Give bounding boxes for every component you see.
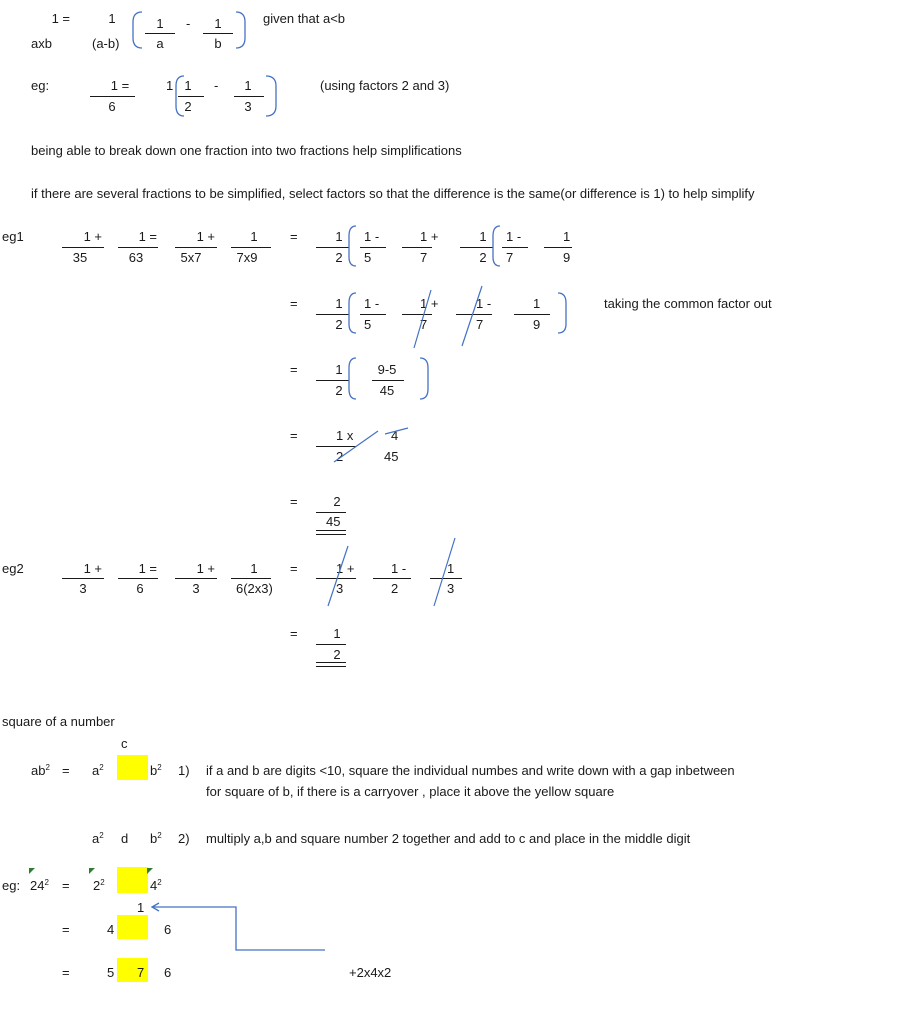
example-lhs-numerator: 1 = (110, 78, 130, 93)
eg2-r1-frac-a-numerator: 1 + (336, 561, 355, 576)
answer-right-digit: 6 (164, 965, 172, 980)
row-2-right-digit: 6 (164, 922, 172, 937)
equals-sign: = (290, 428, 298, 443)
cancel-stroke (385, 428, 408, 434)
eg1-r1-half-denominator: 2 (335, 250, 343, 265)
step-1-number: 1) (178, 763, 190, 778)
eg1-r2-frac-b-numerator: 1 - (364, 296, 380, 311)
example-frac2-numerator: 1 (244, 78, 252, 93)
eg1-answer-numerator: 2 (333, 494, 341, 509)
eg1-r4-cancelled-numerator: 4 (391, 428, 399, 443)
bracket-left (493, 226, 500, 266)
eg1-term3-denominator: 5x7 (180, 250, 202, 265)
bracket-left (349, 293, 356, 333)
eg2-term2-numerator: 1 = (138, 561, 157, 576)
carry-digit: 1 (137, 900, 145, 915)
example-frac1-numerator: 1 (184, 78, 192, 93)
eg1-r4-half-numerator: 1 x (336, 428, 354, 443)
eg1-term2-denominator: 63 (128, 250, 144, 265)
example-note: (using factors 2 and 3) (320, 78, 450, 93)
eg1-r1-frac-b-numerator: 1 - (364, 229, 380, 244)
step2-a-squared: $a^2$ (92, 831, 104, 846)
example-minus: - (214, 78, 219, 93)
middle-digit-d: d (121, 831, 129, 846)
eg1-r3-diff-numerator: 9-5 (377, 362, 397, 377)
carry-arrow-path (153, 907, 325, 950)
rule-minus: - (186, 16, 191, 31)
eg2-label: eg2 (2, 561, 24, 576)
cancel-stroke (328, 546, 348, 606)
cancel-stroke (434, 538, 455, 606)
equals-sign: = (62, 763, 70, 778)
eg1-r2-half-numerator: 1 (335, 296, 343, 311)
eg2-r1-frac-c-numerator: 1 (447, 561, 455, 576)
eg1-term1-denominator: 35 (72, 250, 88, 265)
rule-note: given that a<b (263, 11, 346, 26)
rule-frac1-denominator: a (156, 36, 164, 51)
eg1-r1-frac-c-numerator: 1 + (420, 229, 439, 244)
eg2-term3-numerator: 1 + (196, 561, 215, 576)
cancel-stroke (462, 286, 482, 346)
eg1-label: eg1 (2, 229, 24, 244)
answer-middle-digit: 7 (137, 965, 145, 980)
eg2-r1-frac-b-denominator: 2 (391, 581, 399, 596)
example-frac2-denominator: 3 (244, 99, 252, 114)
equals-sign: = (290, 296, 298, 311)
carry-label-c: c (121, 736, 128, 751)
bracket-left (133, 12, 142, 48)
eg1-term4-denominator: 7x9 (236, 250, 258, 265)
eg1-r1-frac-c-denominator: 7 (420, 250, 428, 265)
explanation-paragraph: being able to break down one fraction into two fractions help simplifications (31, 143, 462, 158)
rule-lhs-numerator: 1 = (51, 11, 70, 26)
eg2-term2-denominator: 6 (136, 581, 144, 596)
step-2-text: multiply a,b and square number 2 together and add to c and place in the middle digit (206, 831, 691, 846)
rule-frac2-numerator: 1 (214, 16, 222, 31)
eg1-r1-half2-denominator: 2 (479, 250, 487, 265)
bracket-left (349, 226, 356, 266)
worked-example-a-squared: $2^2$ (93, 878, 105, 893)
eg1-r1-frac-e-numerator: 1 - (506, 229, 522, 244)
eg1-r2-frac-e-numerator: 1 - (476, 296, 492, 311)
worked-example-label: eg: (2, 878, 21, 893)
bracket-left (176, 76, 184, 116)
cancel-stroke (414, 290, 431, 348)
eg1-term2-numerator: 1 = (138, 229, 157, 244)
rule-frac2-denominator: b (214, 36, 222, 51)
step-2-number: 2) (178, 831, 190, 846)
eg2-r1-frac-a-denominator: 3 (336, 581, 344, 596)
eg2-term1-numerator: 1 + (83, 561, 102, 576)
example-coef: 1 (166, 78, 174, 93)
eg1-answer-denominator: 45 (326, 514, 341, 529)
eg1-r1-half-numerator: 1 (335, 229, 343, 244)
worked-example-b-squared: $4^2$ (150, 878, 162, 893)
eg1-term1-numerator: 1 + (83, 229, 102, 244)
equals-sign: = (290, 494, 298, 509)
equals-sign: = (290, 561, 298, 576)
calculation-annotation: +2x4x2 (349, 965, 392, 980)
eg1-r2-frac-b-denominator: 5 (364, 317, 372, 332)
eg1-r1-frac-e-denominator: 7 (506, 250, 514, 265)
eg2-answer-denominator: 2 (333, 647, 341, 662)
eg1-r1-frac-b-denominator: 5 (364, 250, 372, 265)
eg1-r3-half-denominator: 2 (335, 383, 343, 398)
row-2-left-digit: 4 (107, 922, 115, 937)
equals-sign: = (290, 362, 298, 377)
equals-sign: = (62, 922, 70, 937)
eg2-term4-denominator: 6(2x3) (236, 581, 273, 596)
eg1-r2-frac-e-denominator: 7 (476, 317, 484, 332)
step-1-text: if a and b are digits <10, square the individual numbes and write down with a gap inbetween (206, 763, 735, 778)
bracket-right (266, 76, 276, 116)
example-label: eg: (31, 78, 50, 93)
equals-sign: = (62, 965, 70, 980)
eg1-r1-frac-f-denominator: 9 (563, 250, 571, 265)
eg2-r1-frac-b-numerator: 1 - (391, 561, 407, 576)
eg1-term3-numerator: 1 + (196, 229, 215, 244)
answer-left-digit: 5 (107, 965, 115, 980)
eg1-r2-frac-f-denominator: 9 (533, 317, 541, 332)
eg1-term4-numerator: 1 (250, 229, 258, 244)
equals-sign: = (62, 878, 70, 893)
step2-b-squared: $b^2$ (150, 831, 162, 846)
eg1-r1-frac-f-numerator: 1 (563, 229, 571, 244)
eg2-answer-numerator: 1 (333, 626, 341, 641)
eg1-r2-frac-f-numerator: 1 (533, 296, 541, 311)
bracket-right (420, 358, 428, 399)
general-a-squared: $a^2$ (92, 763, 104, 778)
rule-frac1-numerator: 1 (156, 16, 164, 31)
equals-sign: = (290, 626, 298, 641)
eg1-r2-frac-c-numerator: 1 + (420, 296, 439, 311)
bracket-left (349, 358, 356, 399)
general-b-squared: $b^2$ (150, 763, 162, 778)
general-lhs: $ab^2$ (31, 763, 50, 778)
eg2-term4-numerator: 1 (250, 561, 258, 576)
rule-coef-denominator: (a-b) (92, 36, 120, 51)
cancel-stroke (334, 431, 378, 462)
eg1-r1-half2-numerator: 1 (479, 229, 487, 244)
common-factor-note: taking the common factor out (604, 296, 772, 311)
rule-coef-numerator: 1 (108, 11, 116, 26)
bracket-right (558, 293, 566, 333)
eg2-term3-denominator: 3 (192, 581, 200, 596)
worked-example-lhs: $24^2$ (30, 878, 49, 893)
eg1-r3-diff-denominator: 45 (379, 383, 395, 398)
eg2-term1-denominator: 3 (79, 581, 87, 596)
step-1-text-continued: for square of b, if there is a carryover , place it above the yellow square (206, 784, 615, 799)
rule-lhs-denominator: axb (31, 36, 52, 51)
eg1-r2-half-denominator: 2 (335, 317, 343, 332)
eg2-r1-frac-c-denominator: 3 (447, 581, 455, 596)
explanation-paragraph-2: if there are several fractions to be simplified, select factors so that the difference is the same(or difference is 1) to help simplify (31, 186, 755, 201)
bracket-right (236, 12, 245, 48)
eg1-r4-denominator: 45 (384, 449, 399, 464)
eg1-r4-half-denominator: 2 (336, 449, 344, 464)
eg1-r3-half-numerator: 1 (335, 362, 343, 377)
equals-sign: = (290, 229, 298, 244)
example-lhs-denominator: 6 (108, 99, 116, 114)
section-heading: square of a number (2, 714, 115, 729)
eg1-r2-frac-c-denominator: 7 (420, 317, 428, 332)
example-frac1-denominator: 2 (184, 99, 192, 114)
